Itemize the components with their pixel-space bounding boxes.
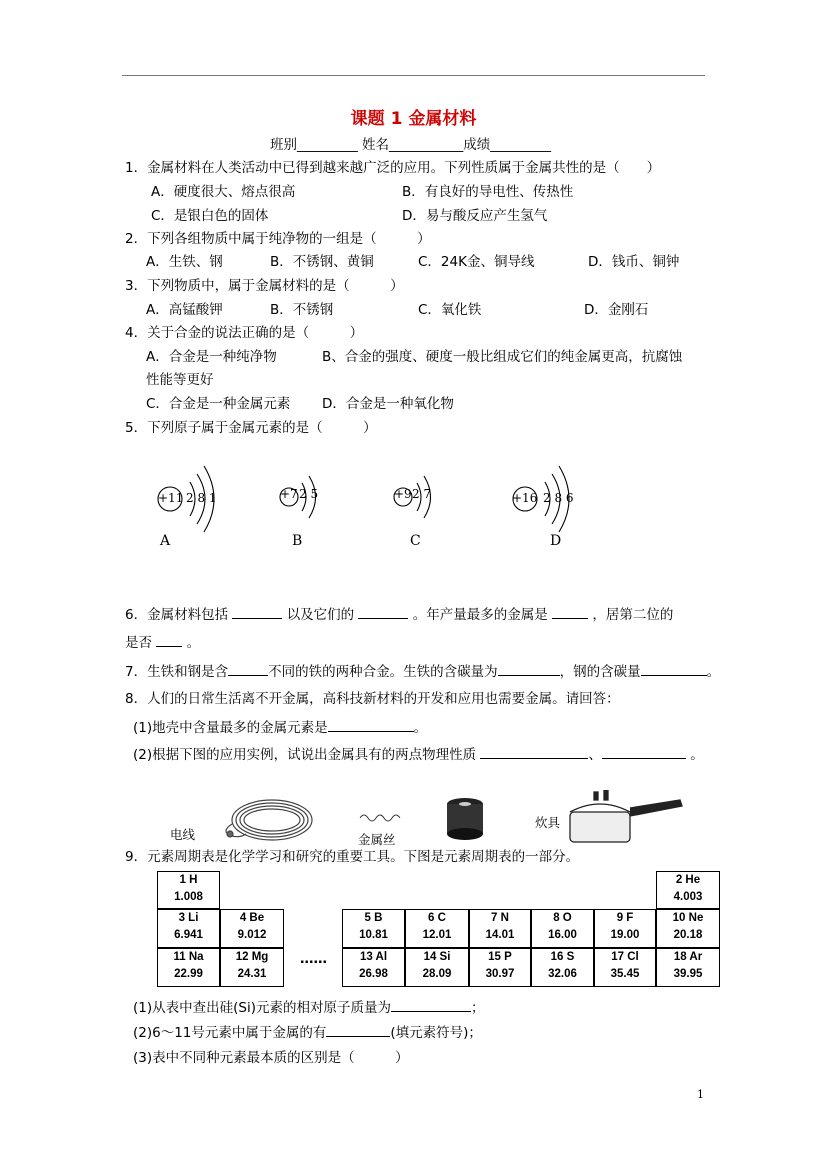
q6-blank-4[interactable]	[156, 632, 182, 647]
element-cell: 14 Si 28.09	[405, 948, 469, 987]
atom-a-core: +11	[158, 491, 184, 505]
q8-sub2-sep: 、	[588, 747, 602, 763]
q6-text-e: 是否	[125, 635, 152, 651]
q2-option-d: D．钱币、铜钟	[588, 254, 680, 270]
q2-option-c: C．24K金、铜导线	[418, 254, 535, 270]
q1-stem: 1．金属材料在人类活动中已得到越来越广泛的应用。下列性质属于金属共性的是（ ）	[125, 160, 661, 176]
metal-application-images	[160, 790, 700, 850]
element-cell: 15 P 30.97	[469, 948, 531, 987]
q9-sub1-text: (1)从表中查出硅(Si)元素的相对原子质量为	[133, 1000, 391, 1016]
element-cell: 13 Al 26.98	[342, 948, 405, 987]
header-rule	[122, 75, 705, 76]
q6-text-a: 6．金属材料包括	[125, 607, 229, 623]
q3-stem: 3．下列物质中，属于金属材料的是（ ）	[125, 278, 404, 294]
student-info-line: 班别_________ 姓名___________成绩_________	[270, 137, 552, 153]
q8-sub1-text: (1)地壳中含量最多的金属元素是	[133, 720, 328, 736]
q8-sub1-end: 。	[413, 720, 428, 736]
atom-b-shells: 2 5	[299, 487, 319, 501]
atom-d-label: D	[550, 533, 562, 549]
q7-blank-3[interactable]	[641, 661, 707, 676]
q4-stem: 4．关于合金的说法正确的是（ ）	[125, 325, 364, 341]
q1-option-b: B．有良好的导电性、传热性	[402, 184, 574, 200]
element-cell: 8 O 16.00	[531, 909, 594, 948]
q9-blank-2[interactable]	[326, 1022, 390, 1037]
cooker-label: 炊具	[535, 815, 561, 830]
element-cell: 4 Be 9.012	[220, 909, 284, 948]
q7-text-c: ，钢的含碳量	[559, 664, 641, 680]
q3-option-c: C．氧化铁	[418, 302, 482, 318]
q6-line2	[125, 631, 200, 651]
element-cell: 17 Cl 35.45	[594, 948, 656, 987]
q7-text-a: 7．生铁和钢是含	[125, 664, 229, 680]
q4-option-d: D．合金是一种氧化物	[322, 396, 454, 412]
q3-option-a: A．高锰酸钾	[146, 302, 223, 318]
element-cell: 1 H 1.008	[157, 871, 220, 909]
element-cell: 2 He 4.003	[656, 871, 720, 909]
q8-blank-1[interactable]	[328, 717, 414, 732]
page-title: 课题 1 金属材料	[350, 109, 477, 129]
q6-blank-1[interactable]	[232, 604, 282, 619]
page-number: 1	[697, 1088, 704, 1101]
atom-d-core: +16	[512, 491, 538, 505]
q7-text-b: 不同的铁的两种合金。生铁的含碳量为	[268, 664, 498, 680]
q9-stem: 9．元素周期表是化学学习和研究的重要工具。下图是元素周期表的一部分。	[125, 849, 580, 865]
q8-sub1	[133, 716, 427, 736]
element-cell: 6 C 12.01	[405, 909, 469, 948]
q9-blank-1[interactable]	[391, 997, 471, 1012]
q9-sub2-end: (填元素符号)；	[390, 1025, 482, 1041]
wire-coil-image	[226, 800, 312, 840]
q9-sub3: (3)表中不同种元素最本质的区别是（ ）	[133, 1050, 409, 1066]
atom-d-shells: 2 8 6	[543, 491, 574, 505]
atom-c-label: C	[410, 533, 421, 549]
q7-text-d: 。	[706, 664, 721, 680]
q6-blank-3[interactable]	[552, 604, 588, 619]
element-cell: 12 Mg 24.31	[220, 948, 284, 987]
element-cell: 9 F 19.00	[594, 909, 656, 948]
q4-option-b-line2: 性能等更好	[146, 372, 214, 388]
q8-blank-3[interactable]	[602, 744, 686, 759]
table-ellipsis: ……	[300, 951, 327, 967]
atom-a-label: A	[160, 533, 171, 549]
q1-option-c: C．是银白色的固体	[151, 208, 269, 224]
q8-sub2	[133, 743, 704, 763]
q6-text-d: ，居第二位的	[592, 607, 674, 623]
q4-option-a: A．合金是一种纯净物	[146, 349, 277, 365]
element-cell: 10 Ne 20.18	[656, 909, 720, 948]
q2-stem: 2．下列各组物质中属于纯净物的一组是（ ）	[125, 231, 431, 247]
filament-image	[360, 815, 400, 821]
q1-option-a: A．硬度很大、熔点很高	[151, 184, 296, 200]
wire-label: 电线	[170, 827, 196, 842]
q9-sub1	[133, 996, 484, 1016]
q9-sub1-end: ；	[470, 1000, 485, 1016]
pressure-cooker-image	[570, 790, 682, 842]
q7-blank-1[interactable]	[228, 661, 268, 676]
atom-a-shells: 2 8 1	[186, 491, 217, 505]
q1-option-d: D．易与酸反应产生氢气	[402, 208, 548, 224]
q6-line1	[125, 603, 673, 623]
q8-sub2-text: (2)根据下图的应用实例，试说出金属具有的两点物理性质	[133, 747, 477, 763]
q7-blank-2[interactable]	[498, 661, 560, 676]
q4-option-c: C．合金是一种金属元素	[146, 396, 291, 412]
q3-option-b: B．不锈钢	[270, 302, 334, 318]
q5-stem: 5．下列原子属于金属元素的是（ ）	[125, 420, 377, 436]
q7-line	[125, 660, 720, 680]
element-cell: 5 B 10.81	[342, 909, 405, 948]
atom-b-label: B	[292, 533, 303, 549]
q2-option-a: A．生铁、钢	[146, 254, 223, 270]
q6-blank-2[interactable]	[358, 604, 408, 619]
element-cell: 7 N 14.01	[469, 909, 531, 948]
q6-text-b: 以及它们的	[286, 607, 355, 623]
atom-c-shells: 2 7	[412, 487, 432, 501]
q4-option-b-line1: B、合金的强度、硬度一般比组成它们的纯金属更高，抗腐蚀	[322, 349, 683, 365]
element-cell: 18 Ar 39.95	[656, 948, 720, 987]
q8-blank-2[interactable]	[480, 744, 588, 759]
q3-option-d: D．金刚石	[584, 302, 649, 318]
q6-text-c: 。年产量最多的金属是	[412, 607, 548, 623]
q8-sub2-end: 。	[690, 747, 704, 763]
q9-sub2-text: (2)6～11号元素中属于金属的有	[133, 1025, 327, 1041]
element-cell: 3 Li 6.941	[157, 909, 220, 948]
atom-diagrams	[140, 460, 600, 560]
q9-sub2	[133, 1021, 482, 1041]
atom-b-core: +7	[280, 487, 298, 501]
atom-c-core: +9	[394, 487, 412, 501]
q2-option-b: B．不锈钢、黄铜	[270, 254, 374, 270]
filament-label: 金属丝	[358, 832, 396, 847]
q6-text-f: 。	[186, 635, 201, 651]
element-cell: 16 S 32.06	[531, 948, 594, 987]
spool-image	[447, 798, 483, 840]
element-cell: 11 Na 22.99	[157, 948, 220, 987]
q8-stem: 8．人们的日常生活离不开金属，高科技新材料的开发和应用也需要金属。请回答：	[125, 691, 620, 707]
